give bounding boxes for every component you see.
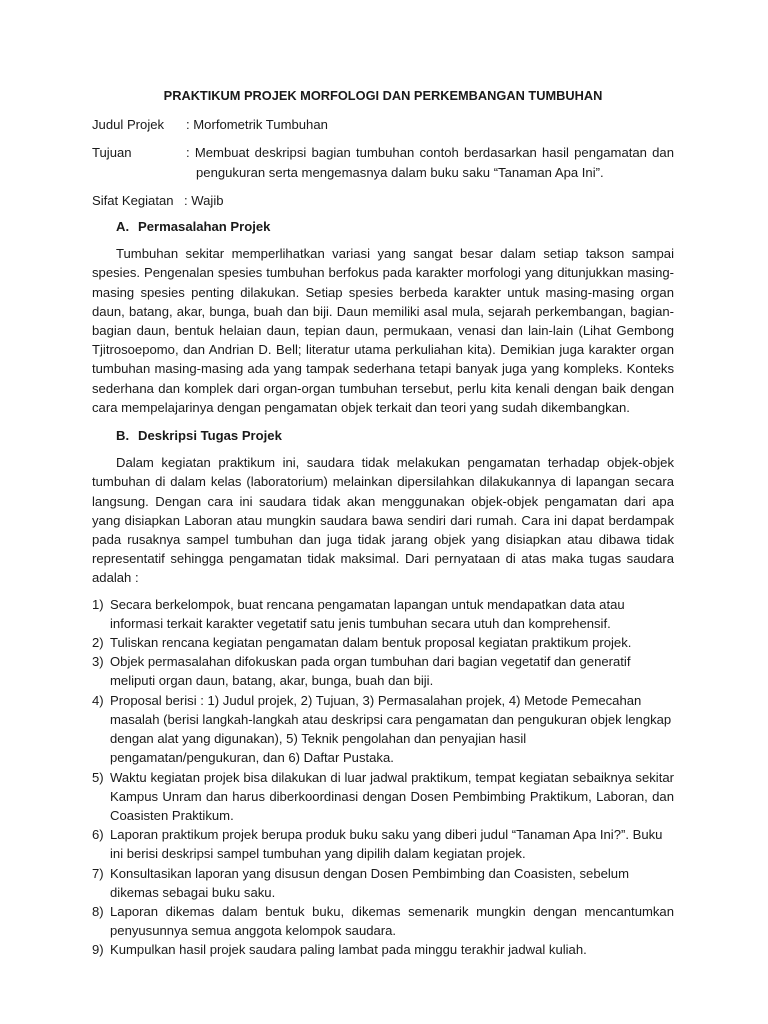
section-marker: A. — [116, 219, 130, 235]
list-item — [92, 633, 674, 652]
list-item — [92, 902, 674, 940]
field-value: : Wajib — [184, 192, 224, 208]
list-item-number: 8) — [92, 903, 104, 919]
list-item — [92, 825, 674, 863]
section-heading-deskripsi-tugas — [92, 426, 674, 445]
field-label: Tujuan — [92, 145, 132, 161]
field-sifat-kegiatan — [92, 191, 674, 210]
list-item — [92, 768, 674, 826]
section-heading-text: Permasalahan Projek — [138, 219, 271, 235]
list-item-number: 7) — [92, 865, 104, 881]
field-value: : Membuat deskripsi bagian tumbuhan contoh berdasarkan hasil pengamatan dan pengukuran serta mengemasnya dalam buku saku “Tanaman Apa Ini”. — [186, 145, 674, 180]
list-item — [92, 940, 674, 959]
list-item-text: Waktu kegiatan projek bisa dilakukan di luar jadwal praktikum, tempat kegiatan sebaiknya sekitar Kampus Unram dan harus diberkoordinasi dengan Dosen Pembimbing Praktikum, Laboran, dan Coasisten Praktikum. — [110, 769, 674, 823]
list-item-number: 5) — [92, 769, 104, 785]
page-title: PRAKTIKUM PROJEK MORFOLOGI DAN PERKEMBANGAN TUMBUHAN — [163, 88, 603, 103]
list-item-number: 6) — [92, 827, 104, 843]
task-list — [92, 595, 674, 960]
list-item — [92, 595, 674, 633]
list-item-text: Objek permasalahan difokuskan pada organ tumbuhan dari bagian vegetatif dan generatif meliputi organ daun, batang, akar, bunga, buah dan biji. — [110, 654, 631, 689]
list-item-text: Laporan praktikum projek berupa produk buku saku yang diberi judul “Tanaman Apa Ini?”. Buku ini berisi deskripsi sampel tumbuhan yang dipilih dalam kegiatan projek. — [110, 827, 663, 862]
section-heading-text: Deskripsi Tugas Projek — [138, 428, 282, 444]
list-item-text: Secara berkelompok, buat rencana pengamatan lapangan untuk mendapatkan data atau informasi terkait karakter vegetatif satu jenis tumbuhan secara utuh dan komprehensif. — [110, 596, 625, 631]
field-tujuan — [92, 143, 674, 181]
paragraph-deskripsi-tugas: Dalam kegiatan praktikum ini, saudara tidak melakukan pengamatan terhadap objek-objek tumbuhan di dalam kelas (laboratorium) melainkan dipersilahkan dilakukannya di lapangan secara langsung. Dengan cara ini saudara tidak akan menggunakan objek-objek pengamatan dari apa yang disiapkan Laboran atau mungkin saudara bawa sendiri dari rumah. Cara ini dapat berdampak pada rusaknya sampel tumbuhan dan juga tidak jarang objek yang disiapkan atau dibawa tidak representatif sehingga pengamatan tidak maksimal. Dari pernyataan di atas maka tugas saudara adalah : — [92, 455, 674, 586]
list-item — [92, 864, 674, 902]
field-label: Judul Projek — [92, 117, 165, 133]
field-label: Sifat Kegiatan — [92, 192, 174, 208]
field-value: : Morfometrik Tumbuhan — [186, 117, 328, 133]
list-item-number: 9) — [92, 942, 104, 958]
list-item-text: Proposal berisi : 1) Judul projek, 2) Tujuan, 3) Permasalahan projek, 4) Metode Pemecahan masalah (berisi langkah-langkah atau deskripsi cara pengamatan dan pengukuran objek lengkap dengan alat yang digunakan), 5) Teknik pengolahan dan penyajian hasil pengamatan/pengukuran, dan 6) Daftar Pustaka. — [110, 692, 672, 766]
paragraph-permasalahan: Tumbuhan sekitar memperlihatkan variasi yang sangat besar dalam setiap takson sampai spesies. Pengenalan spesies tumbuhan berfokus pada karakter morfologi yang ditunjukkan masing-masing spesies penting dilakukan. Setiap spesies berbeda karakter untuk masing-masing organ daun, batang, akar, bunga, buah dan biji. Daun memiliki asal mula, sejarah perkembangan, bagian-bagian daun, bentuk helaian daun, tepian daun, permukaan, venasi dan lain-lain (Lihat Gembong Tjitrosoepomo, dan Andrian D. Bell; literatur utama perkuliahan kita). Demikian juga karakter organ tumbuhan masing-masing ada yang tampak sederhana tetapi banyak juga yang kompleks. Konteks sederhana dan komplek dari organ-organ tumbuhan tersebut, perlu kita kenali dengan baik dengan cara mempelajarinya dengan pengamatan objek terkait dan teori yang sudah dikembangkan. — [92, 246, 674, 415]
list-item — [92, 652, 674, 690]
list-item-text: Konsultasikan laporan yang disusun dengan Dosen Pembimbing dan Coasisten, sebelum dikemas sebagai buku saku. — [110, 865, 629, 900]
list-item — [92, 691, 674, 768]
list-item-number: 3) — [92, 654, 104, 670]
list-item-text: Laporan dikemas dalam bentuk buku, dikemas semenarik mungkin dengan mencantumkan penyusunnya semua anggota kelompok saudara. — [110, 903, 674, 939]
list-item-number: 4) — [92, 692, 104, 708]
list-item-text: Tuliskan rencana kegiatan pengamatan dalam bentuk proposal kegiatan praktikum projek. — [110, 635, 632, 651]
document-page — [92, 86, 674, 960]
list-item-number: 1) — [92, 596, 104, 612]
field-judul-projek — [92, 115, 674, 134]
list-item-number: 2) — [92, 635, 104, 651]
list-item-text: Kumpulkan hasil projek saudara paling lambat pada minggu terakhir jadwal kuliah. — [110, 942, 587, 958]
section-marker: B. — [116, 428, 130, 444]
section-heading-permasalahan — [92, 217, 674, 236]
